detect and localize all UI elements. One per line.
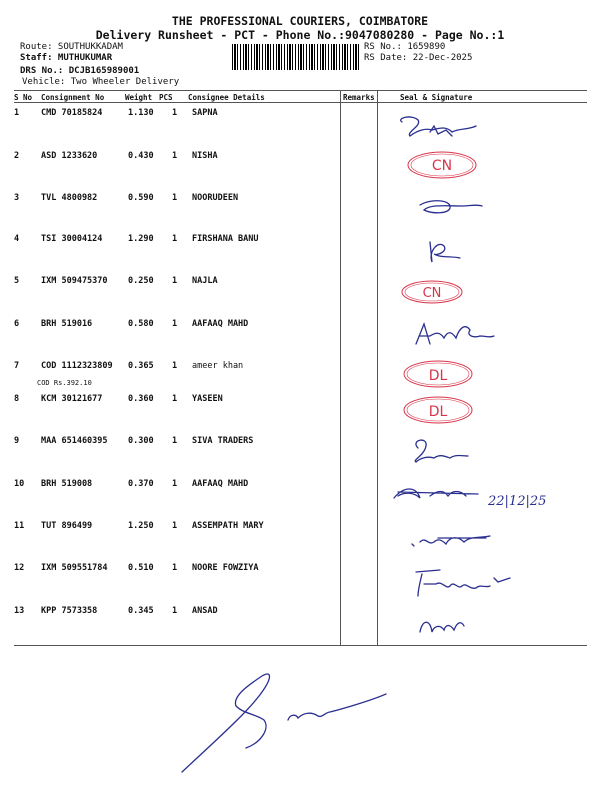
row-weight: 0.430 bbox=[128, 151, 154, 161]
signature-row-6 bbox=[416, 324, 494, 344]
row-consignee: NISHA bbox=[192, 151, 218, 161]
column-header-consignee: Consignee Details bbox=[188, 93, 265, 102]
row-pcs: 1 bbox=[172, 108, 178, 118]
row-sno: 5 bbox=[14, 276, 20, 286]
row-weight: 0.365 bbox=[128, 361, 154, 371]
signature-row-10 bbox=[394, 489, 478, 498]
row-pcs: 1 bbox=[172, 521, 178, 531]
row-consignment: TVL 4800982 bbox=[41, 193, 98, 203]
vehicle-label: Vehicle: Two Wheeler Delivery bbox=[22, 77, 180, 87]
row-consignee: NOORE FOWZIYA bbox=[192, 563, 259, 573]
row-consignment: COD 1112323809 bbox=[41, 361, 113, 371]
handwritten-date: 22|12|25 bbox=[488, 494, 547, 509]
staff-label: Staff: MUTHUKUMAR bbox=[20, 53, 113, 63]
row-consignment: BRH 519016 bbox=[41, 319, 93, 329]
rs-number: RS No.: 1659890 bbox=[364, 42, 446, 52]
row-pcs: 1 bbox=[172, 394, 178, 404]
signature-row-1 bbox=[401, 117, 476, 136]
row-sno: 4 bbox=[14, 234, 20, 244]
drs-label: DRS No.: DCJB165989001 bbox=[20, 66, 140, 76]
signature-row-3 bbox=[420, 201, 482, 213]
column-header-consignment: Consignment No bbox=[41, 93, 105, 102]
row-pcs: 1 bbox=[172, 361, 178, 371]
row-consignment: KPP 7573358 bbox=[41, 606, 98, 616]
column-header-signature: Seal & Signature bbox=[400, 93, 473, 102]
row-consignee: FIRSHANA BANU bbox=[192, 234, 259, 244]
row-consignment: ASD 1233620 bbox=[41, 151, 98, 161]
row-sno: 12 bbox=[14, 563, 25, 573]
row-consignment: KCM 30121677 bbox=[41, 394, 103, 404]
row-consignee: AAFAAQ MAHD bbox=[192, 479, 249, 489]
document-title: THE PROFESSIONAL COURIERS, COIMBATORE bbox=[171, 14, 429, 28]
row-weight: 0.345 bbox=[128, 606, 154, 616]
row-consignment: BRH 519008 bbox=[41, 479, 93, 489]
row-pcs: 1 bbox=[172, 479, 178, 489]
signature-row-4 bbox=[430, 242, 460, 262]
column-header-sno: S No bbox=[14, 93, 33, 102]
row-pcs: 1 bbox=[172, 151, 178, 161]
row-weight: 1.130 bbox=[128, 108, 154, 118]
cn-stamp-label: CN bbox=[422, 286, 442, 301]
row-weight: 1.250 bbox=[128, 521, 154, 531]
row-weight: 0.370 bbox=[128, 479, 154, 489]
row-consignee: NOORUDEEN bbox=[192, 193, 239, 203]
signature-row-12 bbox=[416, 570, 510, 596]
row-consignment: MAA 651460395 bbox=[41, 436, 108, 446]
row-weight: 1.290 bbox=[128, 234, 154, 244]
row-sno: 7 bbox=[14, 361, 20, 371]
dl-stamp-label: DL bbox=[428, 404, 448, 420]
cod-amount: COD Rs.392.10 bbox=[37, 379, 92, 387]
row-pcs: 1 bbox=[172, 193, 178, 203]
row-consignee: ameer khan bbox=[192, 361, 244, 371]
row-pcs: 1 bbox=[172, 319, 178, 329]
row-consignee: SIVA TRADERS bbox=[192, 436, 254, 446]
row-pcs: 1 bbox=[172, 606, 178, 616]
row-pcs: 1 bbox=[172, 436, 178, 446]
column-header-pcs: PCS bbox=[159, 93, 173, 102]
row-consignment: TSI 30004124 bbox=[41, 234, 103, 244]
row-sno: 11 bbox=[14, 521, 25, 531]
row-sno: 10 bbox=[14, 479, 25, 489]
signature-staff bbox=[182, 674, 386, 772]
row-consignee: ASSEMPATH MARY bbox=[192, 521, 264, 531]
column-header-remarks: Remarks bbox=[343, 93, 375, 102]
row-sno: 2 bbox=[14, 151, 20, 161]
rs-date: RS Date: 22-Dec-2025 bbox=[364, 53, 473, 63]
row-consignment: IXM 509551784 bbox=[41, 563, 108, 573]
row-weight: 0.590 bbox=[128, 193, 154, 203]
row-consignment: IXM 509475370 bbox=[41, 276, 108, 286]
row-weight: 0.300 bbox=[128, 436, 154, 446]
row-consignee: YASEEN bbox=[192, 394, 223, 404]
row-consignment: CMD 70185824 bbox=[41, 108, 103, 118]
row-sno: 6 bbox=[14, 319, 20, 329]
row-weight: 0.580 bbox=[128, 319, 154, 329]
row-weight: 0.250 bbox=[128, 276, 154, 286]
row-sno: 3 bbox=[14, 193, 20, 203]
row-sno: 13 bbox=[14, 606, 25, 616]
row-consignment: TUT 896499 bbox=[41, 521, 93, 531]
row-pcs: 1 bbox=[172, 276, 178, 286]
row-consignee: AAFAAQ MAHD bbox=[192, 319, 249, 329]
route-label: Route: SOUTHUKKADAM bbox=[20, 42, 123, 52]
signature-row-13 bbox=[420, 622, 464, 632]
column-header-weight: Weight bbox=[125, 93, 153, 102]
row-weight: 0.360 bbox=[128, 394, 154, 404]
row-pcs: 1 bbox=[172, 234, 178, 244]
row-weight: 0.510 bbox=[128, 563, 154, 573]
row-pcs: 1 bbox=[172, 563, 178, 573]
cn-stamp-label: CN bbox=[431, 158, 453, 174]
row-consignee: ANSAD bbox=[192, 606, 218, 616]
row-sno: 8 bbox=[14, 394, 20, 404]
signature-row-11 bbox=[412, 536, 490, 546]
row-sno: 9 bbox=[14, 436, 20, 446]
dl-stamp-label: DL bbox=[428, 368, 448, 384]
document-subtitle: Delivery Runsheet - PCT - Phone No.:9047080280 - Page No.:1 bbox=[95, 28, 505, 42]
row-consignee: NAJLA bbox=[192, 276, 218, 286]
row-consignee: SAPNA bbox=[192, 108, 218, 118]
signature-row-9 bbox=[415, 440, 468, 462]
row-sno: 1 bbox=[14, 108, 20, 118]
